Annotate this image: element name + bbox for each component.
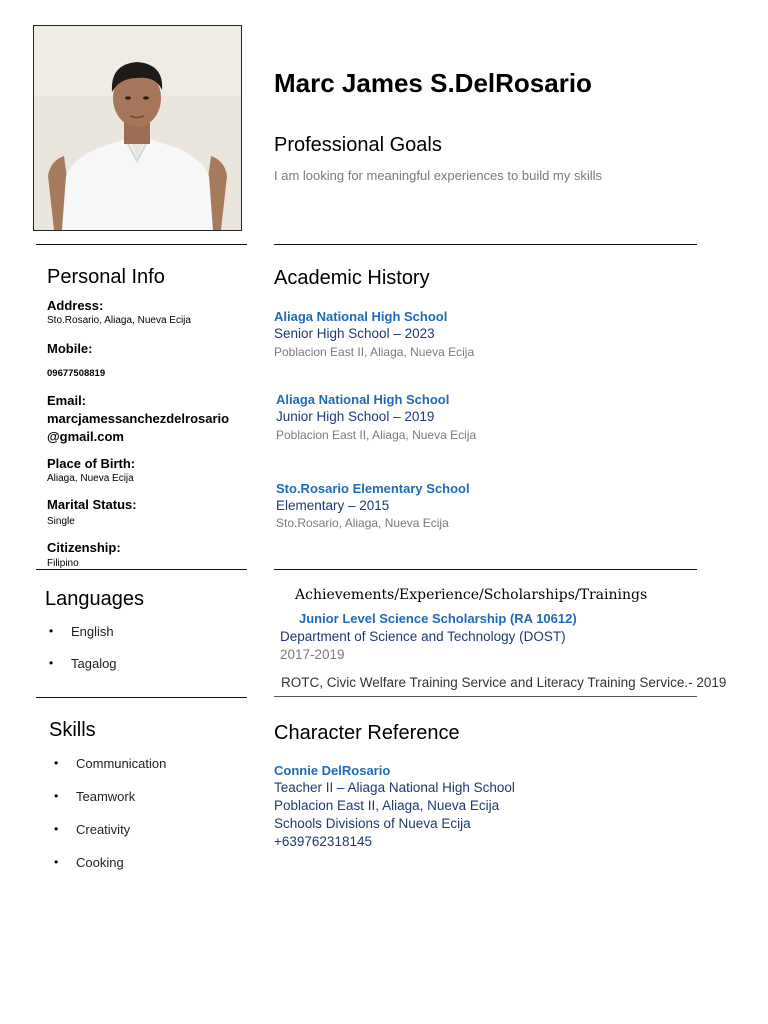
address-value: Sto.Rosario, Aliaga, Nueva Ecija [47,315,191,326]
citizenship-label: Citizenship: [47,540,121,555]
school-name: Aliaga National High School [276,392,450,407]
skill-item: • Communication [76,756,166,789]
profile-photo [33,25,242,231]
language-item: • Tagalog [71,656,117,671]
training-text: ROTC, Civic Welfare Training Service and Literacy Training Service.- 2019 [281,675,727,690]
divider [36,244,247,245]
reference-name: Connie DelRosario [274,763,391,778]
language-item: • English [71,624,117,656]
school-address: Poblacion East II, Aliaga, Nueva Ecija [276,428,477,442]
candidate-name: Marc James S.DelRosario [274,68,592,98]
school-level: Senior High School – 2023 [274,326,435,341]
place-of-birth-value: Aliaga, Nueva Ecija [47,473,134,484]
address-label: Address: [47,298,104,313]
skill-item: • Creativity [76,822,166,855]
place-of-birth-label: Place of Birth: [47,456,136,471]
mobile-label: Mobile: [47,341,93,356]
character-reference-heading: Character Reference [274,722,460,744]
divider [36,697,247,698]
reference-phone: +639762318145 [274,834,372,849]
school-name: Sto.Rosario Elementary School [276,481,470,496]
marital-status-label: Marital Status: [47,497,137,512]
reference-division: Schools Divisions of Nueva Ecija [274,816,471,831]
citizenship-value: Filipino [47,558,79,569]
school-address: Poblacion East II, Aliaga, Nueva Ecija [274,345,475,359]
scholarship-years: 2017-2019 [280,647,345,662]
skills-list [76,756,166,870]
email-label: Email: [47,393,87,408]
reference-address: Poblacion East II, Aliaga, Nueva Ecija [274,798,500,813]
personal-info-heading: Personal Info [47,266,165,288]
marital-status-value: Single [47,516,75,527]
school-level: Junior High School – 2019 [276,409,435,424]
professional-goals-heading: Professional Goals [274,134,442,156]
email-value-line2: @gmail.com [47,429,124,444]
school-name: Aliaga National High School [274,309,448,324]
email-value-line1: marcjamessanchezdelrosario [47,411,230,426]
languages-list [71,624,117,671]
languages-heading: Languages [45,588,144,610]
divider [274,244,697,245]
professional-goals-text: I am looking for meaningful experiences to build my skills [274,168,603,183]
skills-heading: Skills [49,719,96,741]
school-level: Elementary – 2015 [276,498,390,513]
divider [274,569,697,570]
person-photo-icon [34,26,241,230]
scholarship-agency: Department of Science and Technology (DOST) [280,629,566,644]
scholarship-name: Junior Level Science Scholarship (RA 10612) [299,611,577,626]
divider [274,696,697,697]
skill-item: • Teamwork [76,789,166,822]
academic-history-heading: Academic History [274,267,430,289]
achievements-heading: Achievements/Experience/Scholarships/Trainings [295,587,648,603]
skill-item: • Cooking [76,855,166,870]
reference-position: Teacher II – Aliaga National High School [274,780,515,795]
mobile-value: 09677508819 [47,368,106,379]
school-address: Sto.Rosario, Aliaga, Nueva Ecija [276,516,449,530]
